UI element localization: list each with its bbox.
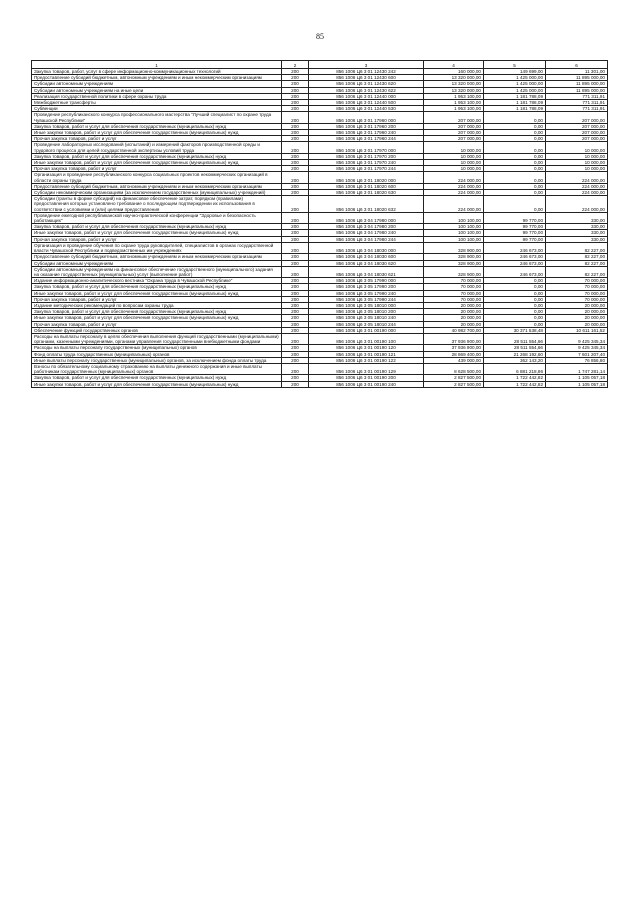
table-row xyxy=(32,112,608,123)
row-executed-amount: 0,00 xyxy=(484,321,546,327)
row-budget-code: 856 1006 Ц6 3 05 17990 200 xyxy=(309,284,424,290)
row-executed-amount: 0,00 xyxy=(484,284,546,290)
row-planned-amount: 100 100,00 xyxy=(424,236,484,242)
row-executed-amount: 246 673,00 xyxy=(484,266,546,277)
row-description: Иные закупки товаров, работ и услуг для обеспечения государственных (муниципальных) нужд xyxy=(32,130,282,136)
row-budget-code: 856 1006 Ц6 3 01 00190 122 xyxy=(309,357,424,363)
table-row xyxy=(32,266,608,277)
row-executed-amount: 0,00 xyxy=(484,302,546,308)
row-line-code: 200 xyxy=(282,183,309,189)
row-line-code: 200 xyxy=(282,224,309,230)
row-executed-amount: 0,00 xyxy=(484,136,546,142)
row-planned-amount: 20 000,00 xyxy=(424,302,484,308)
row-budget-code: 856 1006 Ц6 3 01 00190 200 xyxy=(309,375,424,381)
row-description: Реализация государственной политики в сфере охраны труда xyxy=(32,93,282,99)
row-line-code: 200 xyxy=(282,212,309,223)
row-budget-code: 856 1006 Ц6 3 01 17970 000 xyxy=(309,142,424,153)
row-line-code: 200 xyxy=(282,290,309,296)
row-remaining-amount: 207 000,00 xyxy=(546,123,608,129)
row-description: Обеспечение функций государственных органов xyxy=(32,327,282,333)
row-description: Прочая закупка товаров, работ и услуг xyxy=(32,236,282,242)
row-line-code: 200 xyxy=(282,315,309,321)
row-description: Прочая закупка товаров, работ и услуг xyxy=(32,296,282,302)
table-row xyxy=(32,333,608,344)
row-planned-amount: 13 320 000,00 xyxy=(424,75,484,81)
row-remaining-amount: 1 747 281,14 xyxy=(546,363,608,374)
row-remaining-amount: 20 000,00 xyxy=(546,302,608,308)
table-row xyxy=(32,381,608,387)
row-planned-amount: 2 827 500,00 xyxy=(424,381,484,387)
row-remaining-amount: 70 000,00 xyxy=(546,296,608,302)
row-budget-code: 856 1006 Ц6 3 01 17970 240 xyxy=(309,160,424,166)
row-budget-code: 856 1006 Ц6 3 04 17980 200 xyxy=(309,224,424,230)
row-remaining-amount: 771 311,91 xyxy=(546,93,608,99)
row-line-code: 200 xyxy=(282,69,309,75)
row-executed-amount: 246 673,00 xyxy=(484,260,546,266)
row-budget-code: 856 1006 Ц6 3 01 00190 129 xyxy=(309,363,424,374)
row-executed-amount: 1 425 000,00 xyxy=(484,81,546,87)
row-executed-amount: 99 770,00 xyxy=(484,224,546,230)
row-description: Закупка товаров, работ и услуг для обеспечения государственных (муниципальных) нужд xyxy=(32,123,282,129)
row-executed-amount: 0,00 xyxy=(484,290,546,296)
row-description: Предоставление субсидий бюджетным, автономным учреждениям и иным некоммерческим организациям xyxy=(32,183,282,189)
row-remaining-amount: 82 227,00 xyxy=(546,242,608,253)
row-executed-amount: 1 425 000,00 xyxy=(484,87,546,93)
row-line-code: 200 xyxy=(282,309,309,315)
row-line-code: 200 xyxy=(282,327,309,333)
row-remaining-amount: 70 000,00 xyxy=(546,290,608,296)
row-remaining-amount: 330,00 xyxy=(546,230,608,236)
row-budget-code: 856 1006 Ц6 3 04 18030 600 xyxy=(309,254,424,260)
row-executed-amount: 149 699,00 xyxy=(484,69,546,75)
row-line-code: 200 xyxy=(282,142,309,153)
row-remaining-amount: 11 895 000,00 xyxy=(546,75,608,81)
column-header: 4 xyxy=(424,61,484,69)
row-remaining-amount: 10 000,00 xyxy=(546,166,608,172)
row-line-code: 200 xyxy=(282,321,309,327)
row-remaining-amount: 224 000,00 xyxy=(546,190,608,196)
row-planned-amount: 40 982 700,00 xyxy=(424,327,484,333)
row-remaining-amount: 82 227,00 xyxy=(546,266,608,277)
row-remaining-amount: 10 000,00 xyxy=(546,153,608,159)
row-remaining-amount: 330,00 xyxy=(546,224,608,230)
row-description: Иные выплаты персоналу государственных (муниципальных) органов, за исключением фонда оплаты труда xyxy=(32,357,282,363)
row-executed-amount: 0,00 xyxy=(484,123,546,129)
row-remaining-amount: 70 000,00 xyxy=(546,278,608,284)
row-budget-code: 856 1006 Ц6 3 01 00190 120 xyxy=(309,345,424,351)
row-description: Издание методических рекомендаций по вопросам охраны труда xyxy=(32,302,282,308)
row-planned-amount: 160 000,00 xyxy=(424,69,484,75)
row-planned-amount: 70 000,00 xyxy=(424,278,484,284)
row-remaining-amount: 11 895 000,00 xyxy=(546,87,608,93)
row-remaining-amount: 20 000,00 xyxy=(546,315,608,321)
row-executed-amount: 28 511 554,66 xyxy=(484,333,546,344)
row-description: Иные закупки товаров, работ и услуг для обеспечения государственных (муниципальных) нужд xyxy=(32,315,282,321)
budget-table xyxy=(31,60,608,388)
row-planned-amount: 37 936 900,00 xyxy=(424,333,484,344)
row-budget-code: 856 1006 Ц6 3 01 00190 000 xyxy=(309,327,424,333)
column-header: 6 xyxy=(546,61,608,69)
row-executed-amount: 1 181 788,09 xyxy=(484,93,546,99)
row-executed-amount: 0,00 xyxy=(484,183,546,189)
row-planned-amount: 20 000,00 xyxy=(424,321,484,327)
row-remaining-amount: 207 000,00 xyxy=(546,136,608,142)
row-line-code: 200 xyxy=(282,196,309,213)
row-description: Проведение республиканского конкурса профессионального мастерства "Лучший специалист по охране труда Чувашской Республики" xyxy=(32,112,282,123)
row-planned-amount: 1 953 100,00 xyxy=(424,100,484,106)
row-line-code: 200 xyxy=(282,75,309,81)
row-budget-code: 856 1006 Ц6 3 04 18030 000 xyxy=(309,242,424,253)
table-header-row xyxy=(32,61,608,69)
row-remaining-amount: 224 000,00 xyxy=(546,172,608,183)
row-description: Субсидии некоммерческим организациям (за исключением государственных (муниципальных) учреждений) xyxy=(32,190,282,196)
row-line-code: 200 xyxy=(282,351,309,357)
row-budget-code: 856 1006 Ц6 3 01 17960 244 xyxy=(309,136,424,142)
column-header: 1 xyxy=(32,61,282,69)
row-description: Организация и проведение обучения по охране труда руководителей, специалистов в органах государственной власти Чувашской Республики и подведомственных им учреждениях xyxy=(32,242,282,253)
row-line-code: 200 xyxy=(282,381,309,387)
row-executed-amount: 0,00 xyxy=(484,142,546,153)
row-planned-amount: 10 000,00 xyxy=(424,153,484,159)
row-line-code: 200 xyxy=(282,166,309,172)
row-budget-code: 856 1006 Ц6 3 01 17960 240 xyxy=(309,130,424,136)
row-description: Закупка товаров, работ и услуг для обеспечения государственных (муниципальных) нужд xyxy=(32,284,282,290)
row-line-code: 200 xyxy=(282,160,309,166)
row-budget-code: 856 1006 Ц6 3 01 17960 000 xyxy=(309,112,424,123)
row-description: Субсидии автономным учреждениям xyxy=(32,260,282,266)
row-planned-amount: 37 936 900,00 xyxy=(424,345,484,351)
column-header: 3 xyxy=(309,61,424,69)
row-remaining-amount: 9 425 345,34 xyxy=(546,333,608,344)
row-description: Организация и проведение республиканского конкурса социальных проектов некоммерческих организаций в области охраны труда xyxy=(32,172,282,183)
row-description: Закупка товаров, работ и услуг для обеспечения государственных (муниципальных) нужд xyxy=(32,375,282,381)
row-planned-amount: 70 000,00 xyxy=(424,284,484,290)
row-line-code: 200 xyxy=(282,345,309,351)
row-executed-amount: 246 673,00 xyxy=(484,242,546,253)
table-row xyxy=(32,242,608,253)
row-planned-amount: 10 000,00 xyxy=(424,142,484,153)
row-line-code: 200 xyxy=(282,333,309,344)
row-remaining-amount: 76 856,80 xyxy=(546,357,608,363)
column-header: 5 xyxy=(484,61,546,69)
row-line-code: 200 xyxy=(282,284,309,290)
row-line-code: 200 xyxy=(282,363,309,374)
row-budget-code: 856 1006 Ц6 3 01 12430 620 xyxy=(309,81,424,87)
row-budget-code: 856 1006 Ц6 3 04 17980 000 xyxy=(309,212,424,223)
row-budget-code: 856 1006 Ц6 3 05 18010 240 xyxy=(309,315,424,321)
row-budget-code: 856 1006 Ц6 3 05 18010 244 xyxy=(309,321,424,327)
row-line-code: 200 xyxy=(282,254,309,260)
row-planned-amount: 70 000,00 xyxy=(424,296,484,302)
table-row xyxy=(32,212,608,223)
row-executed-amount: 99 770,00 xyxy=(484,212,546,223)
row-planned-amount: 20 000,00 xyxy=(424,315,484,321)
row-executed-amount: 6 881 218,86 xyxy=(484,363,546,374)
row-executed-amount: 1 181 788,09 xyxy=(484,100,546,106)
row-remaining-amount: 7 601 207,40 xyxy=(546,351,608,357)
row-executed-amount: 28 511 554,66 xyxy=(484,345,546,351)
row-description: Субсидии автономным учреждениям xyxy=(32,81,282,87)
column-header: 2 xyxy=(282,61,309,69)
row-description: Предоставление субсидий бюджетным, автономным учреждениям и иным некоммерческим организациям xyxy=(32,75,282,81)
row-planned-amount: 1 953 100,00 xyxy=(424,93,484,99)
row-planned-amount: 207 000,00 xyxy=(424,136,484,142)
row-remaining-amount: 207 000,00 xyxy=(546,130,608,136)
row-budget-code: 856 1006 Ц6 3 05 17990 240 xyxy=(309,290,424,296)
row-line-code: 200 xyxy=(282,357,309,363)
row-remaining-amount: 82 227,00 xyxy=(546,260,608,266)
row-executed-amount: 1 425 000,00 xyxy=(484,75,546,81)
row-remaining-amount: 10 611 161,52 xyxy=(546,327,608,333)
row-line-code: 200 xyxy=(282,81,309,87)
row-description: Проведение лабораторных исследований (испытаний) и измерений факторов производственной среды и трудового процесса для целей государственной экспертизы условий труда xyxy=(32,142,282,153)
row-budget-code: 856 1006 Ц6 3 01 17970 200 xyxy=(309,153,424,159)
row-line-code: 200 xyxy=(282,236,309,242)
row-description: Расходы на выплаты персоналу в целях обеспечения выполнения функций государственными (муниципальными) органами, казенными учреждениями, органами управления государственными внебюджетными фондами xyxy=(32,333,282,344)
row-executed-amount: 0,00 xyxy=(484,315,546,321)
row-planned-amount: 1 953 100,00 xyxy=(424,106,484,112)
row-executed-amount: 99 770,00 xyxy=(484,230,546,236)
row-budget-code: 856 1006 Ц6 3 01 12440 500 xyxy=(309,100,424,106)
row-executed-amount: 0,00 xyxy=(484,190,546,196)
row-executed-amount: 0,00 xyxy=(484,172,546,183)
row-description: Иные закупки товаров, работ и услуг для обеспечения государственных (муниципальных) нужд xyxy=(32,290,282,296)
row-line-code: 200 xyxy=(282,100,309,106)
row-remaining-amount: 330,00 xyxy=(546,236,608,242)
row-planned-amount: 28 869 400,00 xyxy=(424,351,484,357)
row-budget-code: 856 1006 Ц6 3 01 00190 121 xyxy=(309,351,424,357)
row-budget-code: 856 1006 Ц6 3 05 18010 000 xyxy=(309,302,424,308)
row-budget-code: 856 1006 Ц6 3 01 12430 600 xyxy=(309,75,424,81)
row-executed-amount: 0,00 xyxy=(484,160,546,166)
row-executed-amount: 1 722 442,82 xyxy=(484,375,546,381)
row-planned-amount: 207 000,00 xyxy=(424,130,484,136)
row-budget-code: 856 1006 Ц6 3 05 18010 200 xyxy=(309,309,424,315)
row-planned-amount: 13 320 000,00 xyxy=(424,81,484,87)
row-description: Прочая закупка товаров, работ и услуг xyxy=(32,136,282,142)
row-budget-code: 856 1006 Ц6 3 01 12440 000 xyxy=(309,93,424,99)
row-remaining-amount: 20 000,00 xyxy=(546,321,608,327)
row-executed-amount: 99 770,00 xyxy=(484,236,546,242)
row-description: Фонд оплаты труда государственных (муниципальных) органов xyxy=(32,351,282,357)
row-executed-amount: 1 181 788,09 xyxy=(484,106,546,112)
row-remaining-amount: 11 301,00 xyxy=(546,69,608,75)
row-budget-code: 856 1006 Ц6 3 04 17980 244 xyxy=(309,236,424,242)
row-budget-code: 856 1006 Ц6 3 01 12430 622 xyxy=(309,87,424,93)
row-line-code: 200 xyxy=(282,190,309,196)
row-remaining-amount: 224 000,00 xyxy=(546,183,608,189)
row-planned-amount: 8 628 500,00 xyxy=(424,363,484,374)
row-description: Субсидии (гранты в форме субсидий) на финансовое обеспечение затрат, порядком (правилами) предоставления которых установлено требование о последующем подтверждении их использования в соответствии с условиями и (или) целями предоставления xyxy=(32,196,282,213)
row-budget-code: 856 1006 Ц6 3 01 17960 200 xyxy=(309,123,424,129)
row-description: Предоставление субсидий бюджетным, автономным учреждениям и иным некоммерческим организациям xyxy=(32,254,282,260)
row-planned-amount: 207 000,00 xyxy=(424,112,484,123)
row-remaining-amount: 11 895 000,00 xyxy=(546,81,608,87)
row-line-code: 200 xyxy=(282,136,309,142)
row-line-code: 200 xyxy=(282,153,309,159)
row-remaining-amount: 9 425 345,34 xyxy=(546,345,608,351)
row-description: Закупка товаров, работ и услуг для обеспечения государственных (муниципальных) нужд xyxy=(32,153,282,159)
row-executed-amount: 246 673,00 xyxy=(484,254,546,260)
row-line-code: 200 xyxy=(282,112,309,123)
row-executed-amount: 1 722 442,82 xyxy=(484,381,546,387)
row-description: Межбюджетные трансферты xyxy=(32,100,282,106)
row-description: Прочая закупка товаров, работ и услуг xyxy=(32,321,282,327)
row-line-code: 200 xyxy=(282,130,309,136)
row-description: Проведение ежегодной республиканской научно-практической конференции "Здоровье и безопасность работающих" xyxy=(32,212,282,223)
row-remaining-amount: 82 227,00 xyxy=(546,254,608,260)
row-description: Издание информационно-аналитического вестника "Охрана труда в Чувашской Республике" xyxy=(32,278,282,284)
row-remaining-amount: 70 000,00 xyxy=(546,284,608,290)
row-line-code: 200 xyxy=(282,375,309,381)
row-line-code: 200 xyxy=(282,230,309,236)
row-description: Иные закупки товаров, работ и услуг для обеспечения государственных (муниципальных) нужд xyxy=(32,230,282,236)
table-row xyxy=(32,363,608,374)
row-remaining-amount: 330,00 xyxy=(546,212,608,223)
row-planned-amount: 100 100,00 xyxy=(424,224,484,230)
row-remaining-amount: 10 000,00 xyxy=(546,160,608,166)
row-line-code: 200 xyxy=(282,296,309,302)
row-line-code: 200 xyxy=(282,172,309,183)
row-planned-amount: 328 900,00 xyxy=(424,242,484,253)
row-line-code: 200 xyxy=(282,278,309,284)
row-planned-amount: 70 000,00 xyxy=(424,290,484,296)
row-budget-code: 856 1006 Ц6 3 04 18030 620 xyxy=(309,260,424,266)
row-description: Закупка товаров, работ, услуг в сфере информационно-коммуникационных технологий xyxy=(32,69,282,75)
row-remaining-amount: 224 000,00 xyxy=(546,196,608,213)
row-planned-amount: 224 000,00 xyxy=(424,172,484,183)
row-line-code: 200 xyxy=(282,106,309,112)
row-executed-amount: 0,00 xyxy=(484,130,546,136)
row-planned-amount: 328 900,00 xyxy=(424,260,484,266)
row-budget-code: 856 1006 Ц6 3 05 17990 000 xyxy=(309,278,424,284)
row-budget-code: 856 1006 Ц6 3 01 12430 242 xyxy=(309,69,424,75)
row-executed-amount: 0,00 xyxy=(484,153,546,159)
row-planned-amount: 100 100,00 xyxy=(424,212,484,223)
row-description: Закупка товаров, работ и услуг для обеспечения государственных (муниципальных) нужд xyxy=(32,309,282,315)
row-line-code: 200 xyxy=(282,93,309,99)
row-budget-code: 856 1006 Ц6 3 04 17980 240 xyxy=(309,230,424,236)
row-executed-amount: 0,00 xyxy=(484,112,546,123)
row-description: Субсидии автономным учреждениям на финансовое обеспечение государственного (муниципального) задания на оказание государственных (муниципальных) услуг (выполнение работ) xyxy=(32,266,282,277)
table-row xyxy=(32,196,608,213)
row-remaining-amount: 10 000,00 xyxy=(546,142,608,153)
row-line-code: 200 xyxy=(282,260,309,266)
row-planned-amount: 224 000,00 xyxy=(424,196,484,213)
row-budget-code: 856 1006 Ц6 3 01 00190 240 xyxy=(309,381,424,387)
row-executed-amount: 362 143,20 xyxy=(484,357,546,363)
row-planned-amount: 224 000,00 xyxy=(424,183,484,189)
row-planned-amount: 10 000,00 xyxy=(424,166,484,172)
row-remaining-amount: 771 311,91 xyxy=(546,106,608,112)
row-line-code: 200 xyxy=(282,123,309,129)
row-executed-amount: 0,00 xyxy=(484,309,546,315)
row-description: Субвенции xyxy=(32,106,282,112)
row-executed-amount: 0,00 xyxy=(484,296,546,302)
row-planned-amount: 2 827 500,00 xyxy=(424,375,484,381)
row-budget-code: 856 1006 Ц6 3 01 18020 600 xyxy=(309,183,424,189)
row-planned-amount: 328 900,00 xyxy=(424,266,484,277)
row-planned-amount: 224 000,00 xyxy=(424,190,484,196)
row-description: Расходы на выплаты персоналу государственных (муниципальных) органов xyxy=(32,345,282,351)
row-planned-amount: 10 000,00 xyxy=(424,160,484,166)
row-planned-amount: 100 100,00 xyxy=(424,230,484,236)
row-executed-amount: 0,00 xyxy=(484,196,546,213)
row-budget-code: 856 1006 Ц6 3 01 12440 530 xyxy=(309,106,424,112)
row-budget-code: 856 1006 Ц6 3 01 18020 630 xyxy=(309,190,424,196)
row-remaining-amount: 20 000,00 xyxy=(546,309,608,315)
row-budget-code: 856 1006 Ц6 3 04 18030 621 xyxy=(309,266,424,277)
row-budget-code: 856 1006 Ц6 3 05 17990 244 xyxy=(309,296,424,302)
row-line-code: 200 xyxy=(282,242,309,253)
row-description: Иные закупки товаров, работ и услуг для обеспечения государственных (муниципальных) нужд xyxy=(32,381,282,387)
row-budget-code: 856 1006 Ц6 3 01 18020 632 xyxy=(309,196,424,213)
row-description: Взносы по обязательному социальному страхованию на выплаты денежного содержания и иные выплаты работникам государственных (муниципальных) органов xyxy=(32,363,282,374)
row-budget-code: 856 1006 Ц6 3 01 18020 000 xyxy=(309,172,424,183)
row-line-code: 200 xyxy=(282,87,309,93)
row-line-code: 200 xyxy=(282,266,309,277)
row-description: Иные закупки товаров, работ и услуг для обеспечения государственных (муниципальных) нужд xyxy=(32,160,282,166)
row-planned-amount: 328 900,00 xyxy=(424,254,484,260)
row-executed-amount: 0,00 xyxy=(484,278,546,284)
row-line-code: 200 xyxy=(282,302,309,308)
row-remaining-amount: 1 105 057,18 xyxy=(546,381,608,387)
row-remaining-amount: 207 000,00 xyxy=(546,112,608,123)
row-planned-amount: 207 000,00 xyxy=(424,123,484,129)
row-executed-amount: 0,00 xyxy=(484,166,546,172)
row-budget-code: 856 1006 Ц6 3 01 00190 100 xyxy=(309,333,424,344)
row-executed-amount: 21 268 192,60 xyxy=(484,351,546,357)
row-description: Субсидии автономным учреждениям на иные цели xyxy=(32,87,282,93)
row-executed-amount: 30 371 538,48 xyxy=(484,327,546,333)
row-budget-code: 856 1006 Ц6 3 01 17970 244 xyxy=(309,166,424,172)
page-number: 85 xyxy=(316,32,324,41)
row-description: Прочая закупка товаров, работ и услуг xyxy=(32,166,282,172)
row-remaining-amount: 1 105 057,18 xyxy=(546,375,608,381)
table-row xyxy=(32,172,608,183)
row-planned-amount: 439 000,00 xyxy=(424,357,484,363)
row-remaining-amount: 771 311,91 xyxy=(546,100,608,106)
row-description: Закупка товаров, работ и услуг для обеспечения государственных (муниципальных) нужд xyxy=(32,224,282,230)
row-planned-amount: 13 320 000,00 xyxy=(424,87,484,93)
table-row xyxy=(32,142,608,153)
row-planned-amount: 20 000,00 xyxy=(424,309,484,315)
